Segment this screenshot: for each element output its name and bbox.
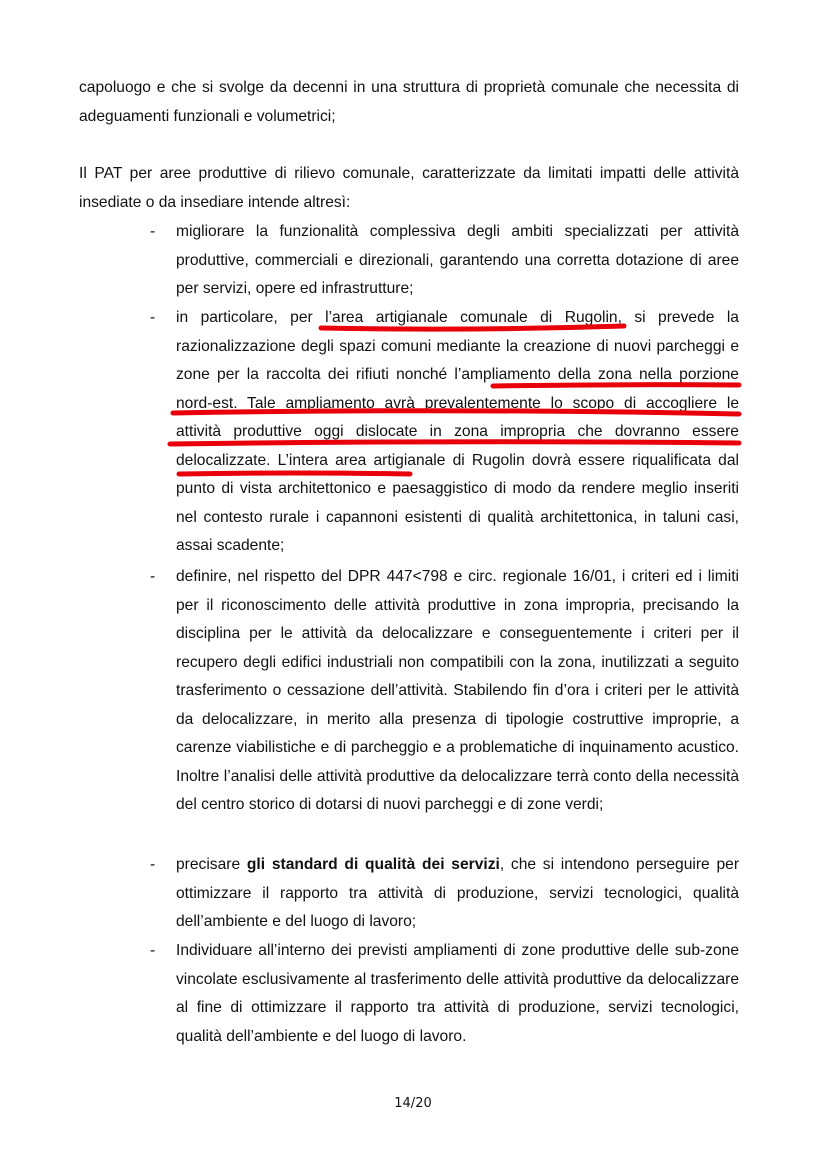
bullet-dash: -	[150, 223, 156, 240]
bold-standards-text: gli standard di qualità dei servizi	[246, 856, 500, 873]
highlighted-area-name: l’area artigianale comunale di Rugolin	[325, 309, 618, 326]
list-item-4-part-c: , che si intendono perseguire per ottimizzare il rapporto tra attività di produzione, servizi tecnologici, qualità dell’ambiente e del luogo di lavoro;	[176, 856, 740, 930]
bullet-dash: -	[150, 856, 156, 873]
list-item-1: migliorare la funzionalità complessiva degli ambiti specializzati per attività produttive, commerciali e direzionali, garantendo una corretta dotazione di aree per servizi, opere ed infrastrutture;	[176, 223, 739, 297]
list-item-2-part-a: in particolare, per	[176, 309, 326, 326]
bullet-dash: -	[150, 309, 156, 326]
list-item-2	[176, 304, 739, 561]
highlighted-expansion-text: nonché l’ampliamento della zona nella porzione nord-est. Tale ampliamento avrà prevalentemente lo scopo di accogliere le attività produttive oggi dislocate in zona impropria che dovranno essere delocalizzate	[176, 366, 739, 469]
list-item-2-part-c: , si prevede la razionalizzazione degli spazi comuni mediante la creazione di nuovi parcheggi e zone per la raccolta dei rifiuti	[176, 309, 739, 383]
list-item-4-part-a: precisare	[176, 856, 247, 873]
lead-paragraph: Il PAT per aree produttive di rilievo comunale, caratterizzate da limitati impatti delle attività insediate o da insediare intende altresì:	[79, 165, 739, 211]
bullet-dash: -	[150, 942, 156, 959]
bullet-dash: -	[150, 568, 156, 585]
list-item-2-part-e: . L’intera area artigianale di Rugolin dovrà essere riqualificata dal punto di vista architettonico e paesaggistico di modo da rendere meglio inseriti nel contesto rurale i capannoni esistenti di qualità architettonica, in taluni casi, assai scadente;	[176, 451, 739, 554]
intro-paragraph: capoluogo e che si svolge da decenni in una struttura di proprietà comunale che necessita di adeguamenti funzionali e volumetrici;	[79, 79, 739, 125]
list-item-5: Individuare all’interno dei previsti ampliamenti di zone produttive delle sub-zone vincolate esclusivamente al trasferimento delle attività produttive da delocalizzare al fine di ottimizzare il rapporto tra attività di produzione, servizi tecnologici, qualità dell’ambiente e del luogo di lavoro.	[176, 942, 739, 1045]
list-item-3: definire, nel rispetto del DPR 447<798 e circ. regionale 16/01, i criteri ed i limiti per il riconoscimento delle attività produttive in zona impropria, precisando la disciplina per le attività da delocalizzare e conseguentemente i criteri per il recupero degli edifici industriali non compatibili con la zona, inutilizzati a seguito trasferimento o cessazione dell’attività. Stabilendo fin d’ora i criteri per le attività da delocalizzare, in merito alla presenza di tipologie costruttive improprie, a carenze viabilistiche e di parcheggio e a problematiche di inquinamento acustico. Inoltre l’analisi delle attività produttive da delocalizzare terrà conto della necessità del centro storico di dotarsi di nuovi parcheggi e di zone verdi;	[176, 568, 739, 813]
list-item-4	[176, 851, 739, 937]
page-number: 14/20	[394, 1096, 432, 1111]
